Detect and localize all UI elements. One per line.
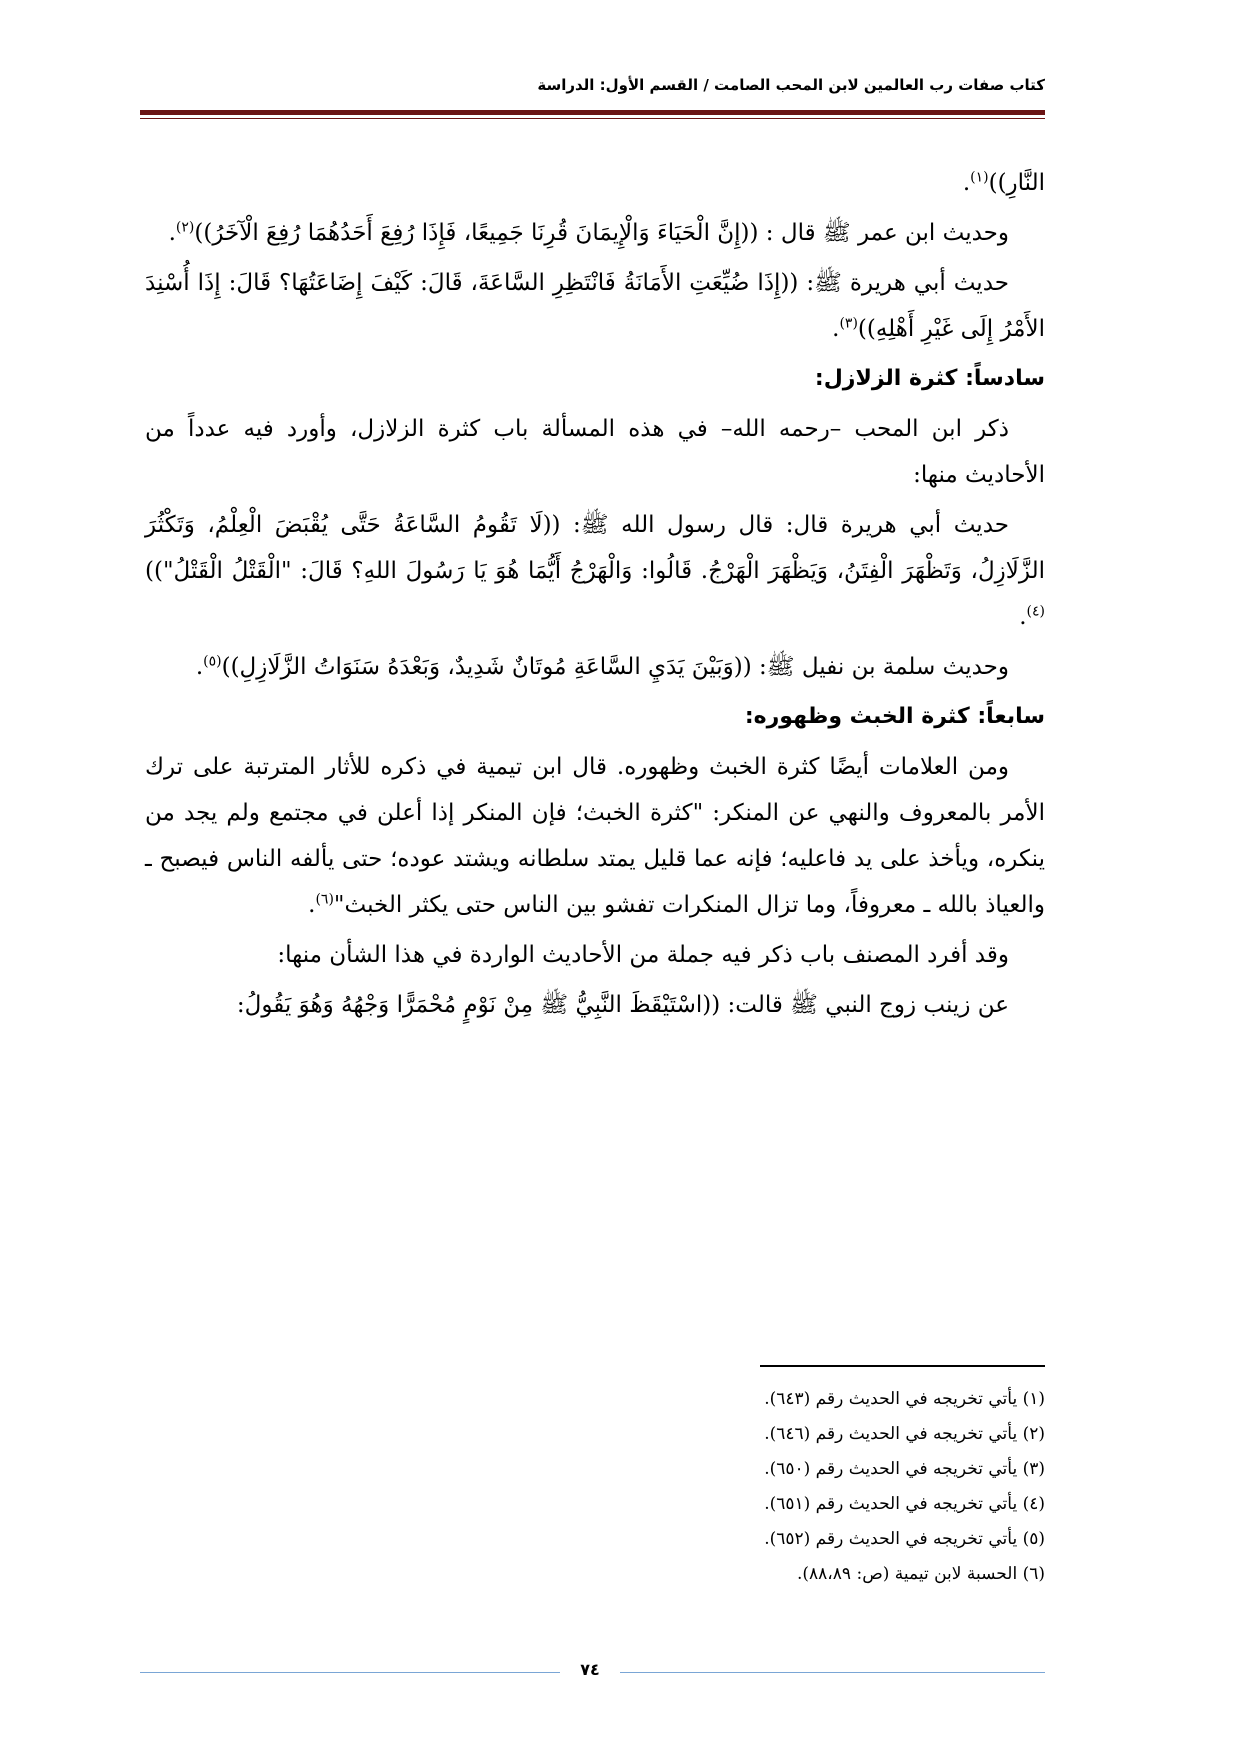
page-number: ٧٤ [580, 1660, 600, 1679]
header-rule-thin [140, 118, 1045, 119]
paragraph-8: وقد أفرد المصنف باب ذكر فيه جملة من الأحاديث الواردة في هذا الشأن منها: [277, 942, 1009, 968]
footnote-5: (٥) يأتي تخريجه في الحديث رقم (٦٥٢). [764, 1529, 1045, 1549]
paragraph-6: وحديث سلمة بن نفيل ﷺ: ((وَبَيْنَ يَدَيِ السَّاعَةِ مُوتَانٌ شَدِيدٌ، وَبَعْدَهُ سَنَوَاتُ الزَّلَازِلِ))$^{(٥)}$. [195, 653, 1009, 680]
header-rule-thick [140, 110, 1045, 115]
section-heading-7: سابعاً: كثرة الخبث وظهوره: [744, 704, 1045, 729]
footnote-ref-5[interactable]: (٥) [203, 653, 222, 670]
footnote-ref-1[interactable]: (١) [970, 169, 989, 186]
footnote-6: (٦) الحسبة لابن تيمية (ص: ٨٨،٨٩). [797, 1564, 1045, 1584]
section-heading-6: سادساً: كثرة الزلازل: [814, 366, 1045, 391]
footnote-ref-6[interactable]: (٦) [315, 891, 334, 908]
paragraph-7: ومن العلامات أيضًا كثرة الخبث وظهوره. قال ابن تيمية في ذكره للأثار المترتبة على ترك الأمر بالمعروف والنهي عن المنكر: "كثرة الخبث؛ فإن المنكر إذا أعلن في مجتمع ولم يجد من ينكره، ويأخذ على يد فاعليه؛ فإنه عما قليل يمتد سلطانه ويشتد عوده؛ حتى يألفه الناس فيصبح ـ والعياذ بالله ـ معروفاً، وما تزال المنكرات تفشو بين الناس حتى يكثر الخبث"$^{(٦)}$. [145, 754, 1045, 918]
footnote-ref-3[interactable]: (٣) [839, 315, 858, 332]
main-text [145, 160, 1045, 1032]
paragraph-2: وحديث ابن عمر ﷺ قال : ((إِنَّ الْحَيَاءَ وَالْإِيمَانَ قُرِنَا جَمِيعًا، فَإِذَا رُفِعَ أَحَدُهُمَا رُفِعَ الْآخَرُ))$^{(٢)}$. [168, 219, 1009, 246]
footnote-2: (٢) يأتي تخريجه في الحديث رقم (٦٤٦). [764, 1424, 1045, 1444]
footnote-4: (٤) يأتي تخريجه في الحديث رقم (٦٥١). [764, 1494, 1045, 1514]
footnote-ref-4[interactable]: (٤) [1026, 603, 1045, 620]
paragraph-1: النَّارِ))$^{(١)}$. [962, 169, 1045, 196]
footnote-1: (١) يأتي تخريجه في الحديث رقم (٦٤٣). [764, 1389, 1045, 1409]
footer-rule-left [140, 1672, 560, 1673]
running-header: كتاب صفات رب العالمين لابن المحب الصامت / القسم الأول: الدراسة [537, 76, 1045, 94]
paragraph-5: حديث أبي هريرة قال: قال رسول الله ﷺ: ((لَا تَقُومُ السَّاعَةُ حَتَّى يُقْبَضَ الْعِلْمُ، وَتَكْثُرَ الزَّلَازِلُ، وَتَظْهَرَ الْفِتَنُ، وَيَظْهَرَ الْهَرْجُ. قَالُوا: وَالْهَرْجُ أَيُّمَا هُوَ يَا رَسُولَ اللهِ؟ قَالَ: "الْقَتْلُ الْقَتْلُ"))$^{(٤)}$. [145, 512, 1045, 630]
paragraph-3: حديث أبي هريرة ﷺ: ((إِذَا ضُيِّعَتِ الأَمَانَةُ فَانْتَظِرِ السَّاعَةَ، قَالَ: كَيْفَ إِضَاعَتُهَا؟ قَالَ: إِذَا أُسْنِدَ الأَمْرُ إِلَى غَيْرِ أَهْلِهِ))$^{(٣)}$. [145, 270, 1045, 342]
footnote-3: (٣) يأتي تخريجه في الحديث رقم (٦٥٠). [764, 1459, 1045, 1479]
paragraph-4: ذكر ابن المحب –رحمه الله– في هذه المسألة باب كثرة الزلازل، وأورد فيه عدداً من الأحاديث منها: [145, 416, 1045, 488]
footnote-ref-2[interactable]: (٢) [175, 219, 195, 236]
footer-rule-right [620, 1672, 1045, 1673]
footnote-separator [760, 1365, 1045, 1367]
footnotes [300, 1382, 1045, 1592]
paragraph-9: عن زينب زوج النبي ﷺ قالت: ((اسْتَيْقَظَ النَّبِيُّ ﷺ مِنْ نَوْمٍ مُحْمَرًّا وَجْهُهُ وَهُوَ يَقُولُ: [236, 992, 1009, 1018]
